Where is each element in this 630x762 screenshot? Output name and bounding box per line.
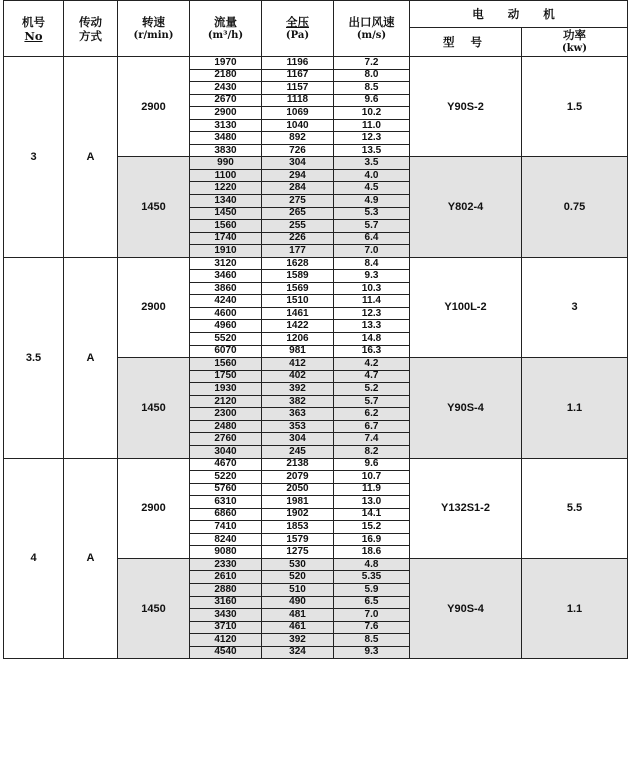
header-drive: 传动 方式 xyxy=(64,1,118,57)
flow-cell: 6070 xyxy=(190,345,262,358)
flow-cell: 6860 xyxy=(190,508,262,521)
motor-power-cell: 0.75 xyxy=(522,157,628,257)
flow-cell: 2480 xyxy=(190,420,262,433)
flow-cell: 1340 xyxy=(190,195,262,208)
motor-model-cell: Y132S1-2 xyxy=(410,458,522,558)
pressure-cell: 402 xyxy=(262,370,334,383)
flow-cell: 3130 xyxy=(190,119,262,132)
velocity-cell: 9.6 xyxy=(334,458,410,471)
header-motor-model: 型 号 xyxy=(410,28,522,57)
velocity-cell: 10.3 xyxy=(334,282,410,295)
velocity-cell: 18.6 xyxy=(334,546,410,559)
flow-cell: 8240 xyxy=(190,533,262,546)
flow-cell: 1970 xyxy=(190,57,262,70)
pressure-cell: 1118 xyxy=(262,94,334,107)
velocity-cell: 10.2 xyxy=(334,107,410,120)
flow-cell: 5520 xyxy=(190,333,262,346)
velocity-cell: 4.5 xyxy=(334,182,410,195)
flow-cell: 2670 xyxy=(190,94,262,107)
pressure-cell: 726 xyxy=(262,144,334,157)
pressure-cell: 1206 xyxy=(262,333,334,346)
flow-cell: 1450 xyxy=(190,207,262,220)
flow-cell: 9080 xyxy=(190,546,262,559)
pressure-cell: 255 xyxy=(262,220,334,233)
velocity-cell: 8.0 xyxy=(334,69,410,82)
speed-cell: 1450 xyxy=(118,157,190,257)
pressure-cell: 2079 xyxy=(262,471,334,484)
table-row xyxy=(4,458,628,471)
pressure-cell: 226 xyxy=(262,232,334,245)
flow-cell: 4960 xyxy=(190,320,262,333)
flow-cell: 7410 xyxy=(190,521,262,534)
motor-model-cell: Y802-4 xyxy=(410,157,522,257)
velocity-cell: 9.6 xyxy=(334,94,410,107)
flow-cell: 1740 xyxy=(190,232,262,245)
pressure-cell: 530 xyxy=(262,558,334,571)
pressure-cell: 392 xyxy=(262,383,334,396)
velocity-cell: 6.2 xyxy=(334,408,410,421)
drive-cell: A xyxy=(64,57,118,258)
velocity-cell: 5.3 xyxy=(334,207,410,220)
flow-cell: 2610 xyxy=(190,571,262,584)
flow-cell: 1910 xyxy=(190,245,262,258)
velocity-cell: 5.7 xyxy=(334,395,410,408)
fan-performance-table xyxy=(3,0,628,659)
motor-power-cell: 1.1 xyxy=(522,358,628,458)
flow-cell: 3120 xyxy=(190,257,262,270)
drive-cell: A xyxy=(64,458,118,659)
header-machine-no: 机号 No xyxy=(4,1,64,57)
pressure-cell: 1569 xyxy=(262,282,334,295)
flow-cell: 1560 xyxy=(190,358,262,371)
flow-cell: 2330 xyxy=(190,558,262,571)
machine-no-cell: 4 xyxy=(4,458,64,659)
pressure-cell: 1589 xyxy=(262,270,334,283)
flow-cell: 1220 xyxy=(190,182,262,195)
velocity-cell: 4.0 xyxy=(334,169,410,182)
motor-power-cell: 1.5 xyxy=(522,57,628,157)
flow-cell: 2180 xyxy=(190,69,262,82)
flow-cell: 3710 xyxy=(190,621,262,634)
velocity-cell: 8.5 xyxy=(334,634,410,647)
flow-cell: 1930 xyxy=(190,383,262,396)
flow-cell: 5220 xyxy=(190,471,262,484)
pressure-cell: 412 xyxy=(262,358,334,371)
velocity-cell: 4.8 xyxy=(334,558,410,571)
pressure-cell: 1853 xyxy=(262,521,334,534)
pressure-cell: 363 xyxy=(262,408,334,421)
header-motor: 电 动 机 xyxy=(410,1,628,28)
pressure-cell: 510 xyxy=(262,583,334,596)
velocity-cell: 13.3 xyxy=(334,320,410,333)
velocity-cell: 14.1 xyxy=(334,508,410,521)
velocity-cell: 9.3 xyxy=(334,270,410,283)
flow-cell: 2760 xyxy=(190,433,262,446)
velocity-cell: 4.7 xyxy=(334,370,410,383)
flow-cell: 3040 xyxy=(190,445,262,458)
flow-cell: 3430 xyxy=(190,609,262,622)
table-row xyxy=(4,257,628,270)
pressure-cell: 1902 xyxy=(262,508,334,521)
machine-no-cell: 3.5 xyxy=(4,257,64,458)
header-motor-power: 功率 (kw) xyxy=(522,28,628,57)
table-row xyxy=(4,57,628,70)
pressure-cell: 490 xyxy=(262,596,334,609)
speed-cell: 1450 xyxy=(118,358,190,458)
velocity-cell: 3.5 xyxy=(334,157,410,170)
pressure-cell: 1981 xyxy=(262,496,334,509)
flow-cell: 1750 xyxy=(190,370,262,383)
velocity-cell: 8.5 xyxy=(334,82,410,95)
flow-cell: 3160 xyxy=(190,596,262,609)
pressure-cell: 294 xyxy=(262,169,334,182)
pressure-cell: 892 xyxy=(262,132,334,145)
pressure-cell: 1579 xyxy=(262,533,334,546)
pressure-cell: 1422 xyxy=(262,320,334,333)
pressure-cell: 1069 xyxy=(262,107,334,120)
speed-cell: 1450 xyxy=(118,558,190,658)
flow-cell: 1100 xyxy=(190,169,262,182)
motor-model-cell: Y90S-2 xyxy=(410,57,522,157)
pressure-cell: 353 xyxy=(262,420,334,433)
flow-cell: 4120 xyxy=(190,634,262,647)
velocity-cell: 11.0 xyxy=(334,119,410,132)
velocity-cell: 12.3 xyxy=(334,307,410,320)
velocity-cell: 8.2 xyxy=(334,445,410,458)
flow-cell: 2430 xyxy=(190,82,262,95)
pressure-cell: 1040 xyxy=(262,119,334,132)
drive-cell: A xyxy=(64,257,118,458)
velocity-cell: 7.2 xyxy=(334,57,410,70)
flow-cell: 4600 xyxy=(190,307,262,320)
pressure-cell: 275 xyxy=(262,195,334,208)
motor-power-cell: 1.1 xyxy=(522,558,628,658)
motor-model-cell: Y100L-2 xyxy=(410,257,522,357)
pressure-cell: 382 xyxy=(262,395,334,408)
velocity-cell: 7.0 xyxy=(334,609,410,622)
pressure-cell: 304 xyxy=(262,157,334,170)
pressure-cell: 324 xyxy=(262,646,334,659)
velocity-cell: 16.3 xyxy=(334,345,410,358)
velocity-cell: 7.4 xyxy=(334,433,410,446)
flow-cell: 3480 xyxy=(190,132,262,145)
flow-cell: 3460 xyxy=(190,270,262,283)
flow-cell: 4240 xyxy=(190,295,262,308)
pressure-cell: 1510 xyxy=(262,295,334,308)
velocity-cell: 9.3 xyxy=(334,646,410,659)
velocity-cell: 7.6 xyxy=(334,621,410,634)
flow-cell: 990 xyxy=(190,157,262,170)
flow-cell: 5760 xyxy=(190,483,262,496)
flow-cell: 4540 xyxy=(190,646,262,659)
velocity-cell: 5.35 xyxy=(334,571,410,584)
header-outlet-velocity: 出口风速 (m/s) xyxy=(334,1,410,57)
flow-cell: 2880 xyxy=(190,583,262,596)
pressure-cell: 2138 xyxy=(262,458,334,471)
velocity-cell: 13.5 xyxy=(334,144,410,157)
velocity-cell: 6.5 xyxy=(334,596,410,609)
machine-no-cell: 3 xyxy=(4,57,64,258)
velocity-cell: 6.4 xyxy=(334,232,410,245)
header-flow: 流量 (m³/h) xyxy=(190,1,262,57)
pressure-cell: 461 xyxy=(262,621,334,634)
flow-cell: 2300 xyxy=(190,408,262,421)
speed-cell: 2900 xyxy=(118,458,190,558)
motor-power-cell: 3 xyxy=(522,257,628,357)
motor-model-cell: Y90S-4 xyxy=(410,358,522,458)
pressure-cell: 481 xyxy=(262,609,334,622)
velocity-cell: 14.8 xyxy=(334,333,410,346)
pressure-cell: 304 xyxy=(262,433,334,446)
header-pressure: 全压 (Pa) xyxy=(262,1,334,57)
velocity-cell: 7.0 xyxy=(334,245,410,258)
table-body xyxy=(4,57,628,659)
flow-cell: 3830 xyxy=(190,144,262,157)
speed-cell: 2900 xyxy=(118,57,190,157)
flow-cell: 2900 xyxy=(190,107,262,120)
velocity-cell: 11.9 xyxy=(334,483,410,496)
velocity-cell: 5.2 xyxy=(334,383,410,396)
speed-cell: 2900 xyxy=(118,257,190,357)
pressure-cell: 284 xyxy=(262,182,334,195)
flow-cell: 2120 xyxy=(190,395,262,408)
pressure-cell: 1628 xyxy=(262,257,334,270)
flow-cell: 1560 xyxy=(190,220,262,233)
velocity-cell: 16.9 xyxy=(334,533,410,546)
velocity-cell: 15.2 xyxy=(334,521,410,534)
pressure-cell: 520 xyxy=(262,571,334,584)
velocity-cell: 5.9 xyxy=(334,583,410,596)
header-speed: 转速 (r/min) xyxy=(118,1,190,57)
velocity-cell: 11.4 xyxy=(334,295,410,308)
velocity-cell: 13.0 xyxy=(334,496,410,509)
velocity-cell: 6.7 xyxy=(334,420,410,433)
velocity-cell: 4.9 xyxy=(334,195,410,208)
flow-cell: 4670 xyxy=(190,458,262,471)
pressure-cell: 177 xyxy=(262,245,334,258)
pressure-cell: 265 xyxy=(262,207,334,220)
motor-power-cell: 5.5 xyxy=(522,458,628,558)
pressure-cell: 245 xyxy=(262,445,334,458)
pressure-cell: 981 xyxy=(262,345,334,358)
velocity-cell: 10.7 xyxy=(334,471,410,484)
velocity-cell: 4.2 xyxy=(334,358,410,371)
pressure-cell: 1167 xyxy=(262,69,334,82)
velocity-cell: 5.7 xyxy=(334,220,410,233)
pressure-cell: 1157 xyxy=(262,82,334,95)
velocity-cell: 8.4 xyxy=(334,257,410,270)
flow-cell: 3860 xyxy=(190,282,262,295)
pressure-cell: 1461 xyxy=(262,307,334,320)
pressure-cell: 392 xyxy=(262,634,334,647)
velocity-cell: 12.3 xyxy=(334,132,410,145)
flow-cell: 6310 xyxy=(190,496,262,509)
pressure-cell: 2050 xyxy=(262,483,334,496)
pressure-cell: 1196 xyxy=(262,57,334,70)
motor-model-cell: Y90S-4 xyxy=(410,558,522,658)
pressure-cell: 1275 xyxy=(262,546,334,559)
